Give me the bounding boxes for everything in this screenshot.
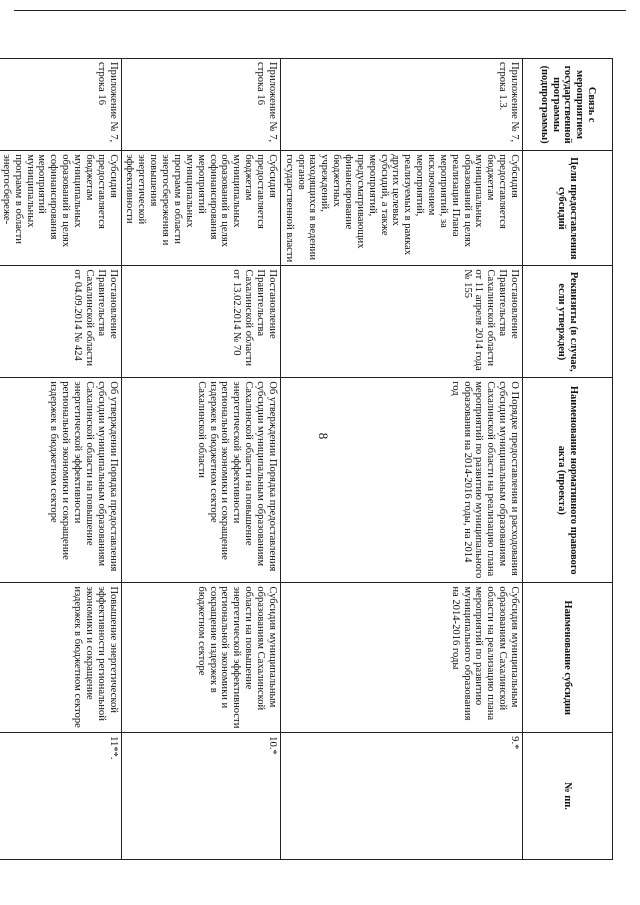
cell-requisites: Постановление Правительства Сахалинской области от 04.09.2014 № 424 — [0, 266, 121, 378]
cell-requisites: Постановление Правительства Сахалинской области от 11 апреля 2014 года № 155 — [280, 266, 522, 378]
table-row — [0, 59, 121, 898]
table-row — [280, 59, 522, 898]
cell-goals: Субсидия предоставляется бюджетам муниципальных образований в целях софинансирования мероприятий муниципальных программ в области энергосбережения и повышения энергетической эффективности — [121, 151, 280, 266]
header-num: № пп. — [523, 733, 613, 860]
table-row — [121, 59, 280, 898]
header-relation: Связь с мероприятием государственной программы (подпрограммы) — [523, 59, 613, 151]
cell-act-name: Об утверждении Порядка предоставления субсидии муниципальным образованиям Сахалинской области на повышение энергетической эффективности региональной экономики и сокращение издержек в бюджетном секторе — [0, 378, 121, 583]
cell-num: 10.* — [121, 733, 280, 860]
cell-num: 11**. — [0, 733, 121, 860]
cell-act-name: Об утверждении Порядка предоставления субсидии муниципальным образованиям Сахалинской области на повышение энергетической эффективности региональной экономики и сокращение издержек в бюджетном секторе Сахалинской области — [121, 378, 280, 583]
cell-subsidy-name: Повышение энергетической эффективности региональной экономики и сокращение издержек в бюджетном секторе — [0, 583, 121, 733]
header-subsidy-name: Наименование субсидии — [523, 583, 613, 733]
cell-act-name: О Порядке предоставления и расходования субсидии муниципальным образованиям Сахалинской области на реализацию плана мероприятий по развитию муниципального образования на 2014-2016 годы, на 2014 год — [280, 378, 522, 583]
cell-requisites: Постановление Правительства Сахалинской области от 13.02.2014 № 70 — [121, 266, 280, 378]
header-act-name: Наименование нормативного правового акта (проекта) — [523, 378, 613, 583]
cell-goals: Субсидия предоставляется бюджетам муниципальных образований в целях реализации Плана мероприятий, за исключением мероприятий, реализуемых в рамках других целевых субсидий, а также мероприятий, предусматривающих финансирование бюджетных учреждений, находящихся в ведении органов государственной власти — [280, 151, 522, 266]
cell-relation: Приложение № 7, строка 16 — [0, 59, 121, 151]
cell-goals: Субсидия предоставляется бюджетам муниципальных образований в целях софинансирования мероприятий муниципальных программ в области энергосбереже- — [0, 151, 121, 266]
table-header-row — [523, 59, 613, 898]
header-requisites: Реквизиты (в случае, если утвержден) — [523, 266, 613, 378]
top-rule — [14, 10, 626, 11]
cell-num: 9.* — [280, 733, 522, 860]
rotated-table-container — [0, 58, 613, 898]
header-goals: Цели предоставления субсидий — [523, 151, 613, 266]
cell-subsidy-name: Субсидия муниципальным образованиям Сахалинской области на повышение энергетической эффективности региональной экономики и сокращение издержек в бюджетном секторе — [121, 583, 280, 733]
page-number: 8 — [316, 432, 331, 440]
cell-relation: Приложение № 7, строка 1.3. — [280, 59, 522, 151]
cell-relation: Приложение № 7, строка 16 — [121, 59, 280, 151]
cell-subsidy-name: Субсидия муниципальным образованиям Сахалинской области на реализацию плана мероприятий по развитию муниципального образования на 2014-2016 годы — [280, 583, 522, 733]
subsidy-table — [0, 58, 613, 898]
